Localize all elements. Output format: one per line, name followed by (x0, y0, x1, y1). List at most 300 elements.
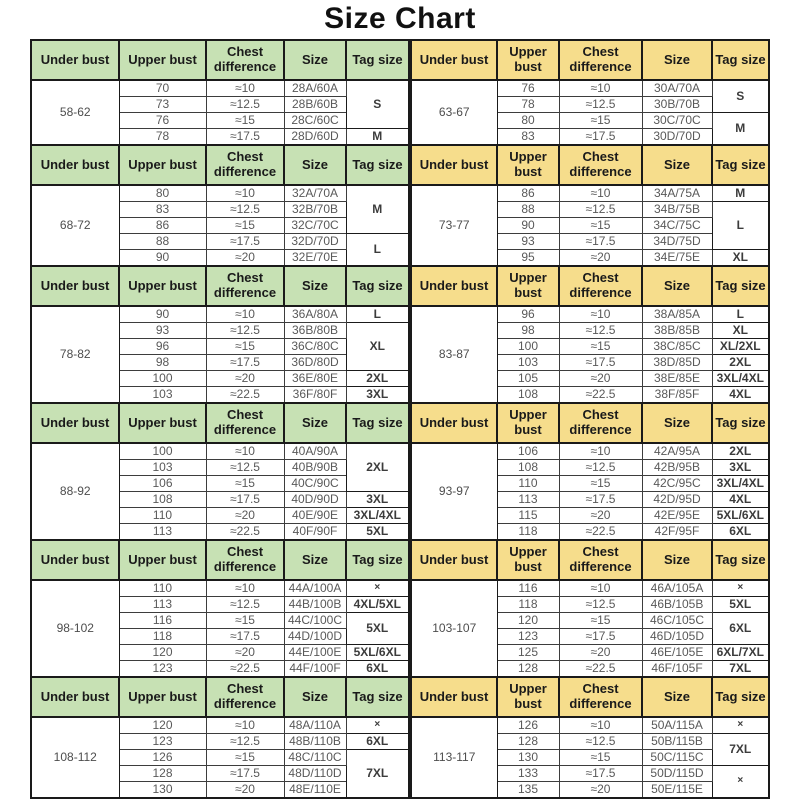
column-header-tag-size: Tag size (712, 677, 769, 717)
chest-difference-cell: ≈17.5 (206, 492, 284, 508)
chest-difference-cell: ≈15 (206, 476, 284, 492)
upper-bust-cell: 108 (119, 492, 206, 508)
section-header-row (31, 145, 409, 185)
size-cell: 36B/80B (284, 323, 346, 339)
size-cell: 42E/95E (642, 508, 712, 524)
chest-difference-cell: ≈17.5 (206, 629, 284, 645)
column-header-under-bust: Under bust (31, 40, 119, 80)
tag-size-cell: × (346, 580, 409, 597)
column-header-under-bust: Under bust (31, 540, 119, 580)
chest-difference-cell: ≈22.5 (206, 387, 284, 404)
under-bust-range-cell: 98-102 (31, 580, 119, 677)
size-cell: 40C/90C (284, 476, 346, 492)
tag-size-cell: 6XL (712, 524, 769, 541)
size-cell: 34A/75A (642, 185, 712, 202)
tag-size-cell: L (346, 234, 409, 267)
size-cell: 28A/60A (284, 80, 346, 97)
tag-size-cell: L (346, 306, 409, 323)
upper-bust-cell: 115 (497, 508, 559, 524)
size-cell: 36F/80F (284, 387, 346, 404)
size-cell: 40B/90B (284, 460, 346, 476)
size-cell: 46C/105C (642, 613, 712, 629)
chest-difference-cell: ≈12.5 (206, 460, 284, 476)
size-cell: 46D/105D (642, 629, 712, 645)
upper-bust-cell: 78 (497, 97, 559, 113)
chest-difference-cell: ≈10 (206, 717, 284, 734)
upper-bust-cell: 90 (497, 218, 559, 234)
tag-size-cell: XL (712, 323, 769, 339)
size-cell: 30B/70B (642, 97, 712, 113)
upper-bust-cell: 106 (497, 443, 559, 460)
upper-bust-cell: 103 (497, 355, 559, 371)
size-cell: 50D/115D (642, 766, 712, 782)
chest-difference-cell: ≈12.5 (559, 202, 642, 218)
section-header-row (411, 145, 769, 185)
chest-difference-cell: ≈15 (559, 113, 642, 129)
chest-difference-cell: ≈10 (559, 80, 642, 97)
column-header-upper-bust: Upper bust (497, 145, 559, 185)
column-header-upper-bust: Upper bust (119, 266, 206, 306)
under-bust-range-cell: 73-77 (411, 185, 497, 266)
column-header-under-bust: Under bust (31, 266, 119, 306)
chest-difference-cell: ≈12.5 (559, 734, 642, 750)
column-header-chest-difference: Chest difference (206, 403, 284, 443)
column-header-size: Size (642, 677, 712, 717)
tag-size-cell: × (712, 580, 769, 597)
upper-bust-cell: 93 (119, 323, 206, 339)
tag-size-cell: × (346, 717, 409, 734)
size-cell: 48D/110D (284, 766, 346, 782)
chest-difference-cell: ≈15 (559, 750, 642, 766)
table-row (31, 306, 409, 323)
tag-size-cell: 5XL (346, 524, 409, 541)
column-header-under-bust: Under bust (411, 403, 497, 443)
table-row (411, 580, 769, 597)
tag-size-cell: S (346, 80, 409, 129)
upper-bust-cell: 96 (119, 339, 206, 355)
upper-bust-cell: 78 (119, 129, 206, 146)
upper-bust-cell: 95 (497, 250, 559, 267)
size-cell: 50C/115C (642, 750, 712, 766)
upper-bust-cell: 90 (119, 250, 206, 267)
section-header-row (31, 540, 409, 580)
column-header-chest-difference: Chest difference (206, 145, 284, 185)
tag-size-cell: 2XL (346, 371, 409, 387)
chest-difference-cell: ≈20 (559, 250, 642, 267)
chest-difference-cell: ≈17.5 (559, 492, 642, 508)
upper-bust-cell: 105 (497, 371, 559, 387)
size-cell: 36A/80A (284, 306, 346, 323)
upper-bust-cell: 128 (497, 734, 559, 750)
size-cell: 40F/90F (284, 524, 346, 541)
size-cell: 50B/115B (642, 734, 712, 750)
upper-bust-cell: 123 (119, 734, 206, 750)
upper-bust-cell: 90 (119, 306, 206, 323)
chest-difference-cell: ≈10 (206, 443, 284, 460)
column-header-under-bust: Under bust (411, 40, 497, 80)
chest-difference-cell: ≈10 (559, 717, 642, 734)
upper-bust-cell: 135 (497, 782, 559, 799)
size-cell: 38B/85B (642, 323, 712, 339)
column-header-tag-size: Tag size (712, 40, 769, 80)
size-cell: 46A/105A (642, 580, 712, 597)
chest-difference-cell: ≈12.5 (559, 323, 642, 339)
tag-size-cell: 4XL/5XL (346, 597, 409, 613)
size-cell: 30D/70D (642, 129, 712, 146)
chest-difference-cell: ≈12.5 (206, 202, 284, 218)
column-header-size: Size (284, 145, 346, 185)
table-row (411, 717, 769, 734)
upper-bust-cell: 70 (119, 80, 206, 97)
size-chart-table (30, 39, 410, 799)
upper-bust-cell: 106 (119, 476, 206, 492)
chest-difference-cell: ≈10 (559, 443, 642, 460)
column-header-upper-bust: Upper bust (497, 40, 559, 80)
tag-size-cell: 4XL (712, 387, 769, 404)
chest-difference-cell: ≈15 (206, 613, 284, 629)
upper-bust-cell: 88 (497, 202, 559, 218)
size-cell: 48E/110E (284, 782, 346, 799)
upper-bust-cell: 126 (119, 750, 206, 766)
tag-size-cell: 3XL/4XL (712, 371, 769, 387)
under-bust-range-cell: 103-107 (411, 580, 497, 677)
tag-size-cell: 7XL (346, 750, 409, 799)
column-header-upper-bust: Upper bust (119, 540, 206, 580)
tag-size-cell: 2XL (346, 443, 409, 492)
tag-size-cell: 3XL/4XL (712, 476, 769, 492)
upper-bust-cell: 76 (497, 80, 559, 97)
tag-size-cell: 5XL/6XL (712, 508, 769, 524)
size-cell: 28C/60C (284, 113, 346, 129)
upper-bust-cell: 98 (119, 355, 206, 371)
tag-size-cell: M (346, 185, 409, 234)
tag-size-cell: 6XL (346, 734, 409, 750)
tag-size-cell: 2XL (712, 355, 769, 371)
table-row (31, 185, 409, 202)
size-cell: 42C/95C (642, 476, 712, 492)
upper-bust-cell: 128 (119, 766, 206, 782)
upper-bust-cell: 100 (497, 339, 559, 355)
column-header-tag-size: Tag size (346, 403, 409, 443)
tag-size-cell: 3XL (346, 387, 409, 404)
tag-size-cell: 3XL/4XL (346, 508, 409, 524)
size-cell: 48A/110A (284, 717, 346, 734)
upper-bust-cell: 96 (497, 306, 559, 323)
upper-bust-cell: 120 (119, 645, 206, 661)
chest-difference-cell: ≈10 (206, 185, 284, 202)
size-cell: 34E/75E (642, 250, 712, 267)
chest-difference-cell: ≈12.5 (559, 97, 642, 113)
upper-bust-cell: 86 (119, 218, 206, 234)
size-cell: 38D/85D (642, 355, 712, 371)
column-header-tag-size: Tag size (346, 677, 409, 717)
chest-difference-cell: ≈20 (206, 782, 284, 799)
under-bust-range-cell: 88-92 (31, 443, 119, 540)
upper-bust-cell: 118 (497, 524, 559, 541)
column-header-upper-bust: Upper bust (119, 40, 206, 80)
upper-bust-cell: 116 (119, 613, 206, 629)
size-cell: 32D/70D (284, 234, 346, 250)
table-row (411, 185, 769, 202)
chest-difference-cell: ≈17.5 (206, 766, 284, 782)
size-cell: 50A/115A (642, 717, 712, 734)
section-header-row (31, 40, 409, 80)
chest-difference-cell: ≈12.5 (559, 460, 642, 476)
column-header-upper-bust: Upper bust (497, 403, 559, 443)
chest-difference-cell: ≈12.5 (206, 323, 284, 339)
column-header-tag-size: Tag size (346, 145, 409, 185)
upper-bust-cell: 110 (497, 476, 559, 492)
upper-bust-cell: 110 (119, 580, 206, 597)
size-table-right (410, 39, 770, 799)
upper-bust-cell: 118 (119, 629, 206, 645)
page-title: Size Chart (324, 2, 476, 35)
chest-difference-cell: ≈17.5 (559, 234, 642, 250)
size-cell: 48C/110C (284, 750, 346, 766)
column-header-under-bust: Under bust (31, 145, 119, 185)
size-cell: 32E/70E (284, 250, 346, 267)
tag-size-cell: S (712, 80, 769, 113)
size-cell: 28B/60B (284, 97, 346, 113)
size-cell: 42A/95A (642, 443, 712, 460)
chest-difference-cell: ≈10 (559, 185, 642, 202)
upper-bust-cell: 98 (497, 323, 559, 339)
chest-difference-cell: ≈12.5 (206, 734, 284, 750)
chest-difference-cell: ≈20 (206, 250, 284, 267)
upper-bust-cell: 113 (497, 492, 559, 508)
section-header-row (411, 403, 769, 443)
column-header-size: Size (642, 40, 712, 80)
under-bust-range-cell: 113-117 (411, 717, 497, 798)
size-cell: 36C/80C (284, 339, 346, 355)
size-cell: 40E/90E (284, 508, 346, 524)
size-chart-table (410, 39, 770, 799)
chest-difference-cell: ≈15 (206, 339, 284, 355)
chest-difference-cell: ≈10 (559, 580, 642, 597)
section-header-row (31, 403, 409, 443)
column-header-size: Size (642, 403, 712, 443)
tag-size-cell: 5XL (346, 613, 409, 645)
under-bust-range-cell: 93-97 (411, 443, 497, 540)
upper-bust-cell: 80 (119, 185, 206, 202)
size-cell: 44A/100A (284, 580, 346, 597)
size-cell: 46F/105F (642, 661, 712, 678)
under-bust-range-cell: 63-67 (411, 80, 497, 145)
chest-difference-cell: ≈22.5 (559, 387, 642, 404)
upper-bust-cell: 113 (119, 597, 206, 613)
upper-bust-cell: 83 (497, 129, 559, 146)
column-header-under-bust: Under bust (411, 540, 497, 580)
tag-size-cell: 2XL (712, 443, 769, 460)
size-cell: 44B/100B (284, 597, 346, 613)
size-cell: 32A/70A (284, 185, 346, 202)
upper-bust-cell: 113 (119, 524, 206, 541)
upper-bust-cell: 93 (497, 234, 559, 250)
section-header-row (411, 266, 769, 306)
tag-size-cell: 5XL (712, 597, 769, 613)
column-header-tag-size: Tag size (712, 403, 769, 443)
column-header-chest-difference: Chest difference (206, 677, 284, 717)
chest-difference-cell: ≈15 (559, 218, 642, 234)
column-header-upper-bust: Upper bust (119, 677, 206, 717)
upper-bust-cell: 130 (119, 782, 206, 799)
column-header-chest-difference: Chest difference (559, 403, 642, 443)
size-cell: 48B/110B (284, 734, 346, 750)
column-header-chest-difference: Chest difference (559, 266, 642, 306)
chest-difference-cell: ≈15 (206, 218, 284, 234)
column-header-chest-difference: Chest difference (206, 540, 284, 580)
chest-difference-cell: ≈17.5 (206, 234, 284, 250)
column-header-size: Size (284, 403, 346, 443)
chest-difference-cell: ≈20 (206, 645, 284, 661)
upper-bust-cell: 83 (119, 202, 206, 218)
upper-bust-cell: 120 (119, 717, 206, 734)
column-header-under-bust: Under bust (411, 677, 497, 717)
chest-difference-cell: ≈22.5 (559, 524, 642, 541)
column-header-tag-size: Tag size (712, 266, 769, 306)
chest-difference-cell: ≈10 (206, 80, 284, 97)
chest-difference-cell: ≈15 (206, 113, 284, 129)
section-header-row (411, 40, 769, 80)
tag-size-cell: 5XL/6XL (346, 645, 409, 661)
tag-size-cell: XL (346, 323, 409, 371)
under-bust-range-cell: 108-112 (31, 717, 119, 798)
column-header-under-bust: Under bust (411, 266, 497, 306)
upper-bust-cell: 118 (497, 597, 559, 613)
upper-bust-cell: 116 (497, 580, 559, 597)
size-cell: 34D/75D (642, 234, 712, 250)
column-header-upper-bust: Upper bust (119, 403, 206, 443)
chest-difference-cell: ≈20 (206, 371, 284, 387)
column-header-size: Size (642, 266, 712, 306)
upper-bust-cell: 120 (497, 613, 559, 629)
chest-difference-cell: ≈17.5 (206, 355, 284, 371)
section-header-row (31, 677, 409, 717)
size-cell: 32B/70B (284, 202, 346, 218)
column-header-chest-difference: Chest difference (206, 40, 284, 80)
column-header-chest-difference: Chest difference (559, 145, 642, 185)
column-header-size: Size (642, 540, 712, 580)
tag-size-cell: XL (712, 250, 769, 267)
chest-difference-cell: ≈15 (559, 476, 642, 492)
upper-bust-cell: 128 (497, 661, 559, 678)
section-header-row (411, 540, 769, 580)
tag-size-cell: M (712, 185, 769, 202)
column-header-size: Size (284, 40, 346, 80)
table-row (31, 443, 409, 460)
column-header-tag-size: Tag size (712, 145, 769, 185)
upper-bust-cell: 100 (119, 371, 206, 387)
tag-size-cell: M (712, 113, 769, 146)
chest-difference-cell: ≈17.5 (559, 355, 642, 371)
column-header-size: Size (642, 145, 712, 185)
column-header-upper-bust: Upper bust (497, 677, 559, 717)
upper-bust-cell: 88 (119, 234, 206, 250)
size-cell: 34C/75C (642, 218, 712, 234)
upper-bust-cell: 133 (497, 766, 559, 782)
table-row (411, 80, 769, 97)
size-cell: 38E/85E (642, 371, 712, 387)
chest-difference-cell: ≈22.5 (206, 661, 284, 678)
size-cell: 42B/95B (642, 460, 712, 476)
chest-difference-cell: ≈17.5 (206, 129, 284, 146)
column-header-size: Size (284, 266, 346, 306)
upper-bust-cell: 76 (119, 113, 206, 129)
chest-difference-cell: ≈10 (206, 306, 284, 323)
upper-bust-cell: 100 (119, 443, 206, 460)
column-header-chest-difference: Chest difference (559, 40, 642, 80)
tag-size-cell: 7XL (712, 661, 769, 678)
column-header-upper-bust: Upper bust (497, 266, 559, 306)
upper-bust-cell: 86 (497, 185, 559, 202)
size-cell: 42F/95F (642, 524, 712, 541)
tag-size-cell: XL/2XL (712, 339, 769, 355)
size-cell: 36D/80D (284, 355, 346, 371)
column-header-tag-size: Tag size (712, 540, 769, 580)
size-cell: 46B/105B (642, 597, 712, 613)
upper-bust-cell: 103 (119, 387, 206, 404)
size-cell: 36E/80E (284, 371, 346, 387)
size-cell: 30A/70A (642, 80, 712, 97)
chest-difference-cell: ≈20 (559, 782, 642, 799)
upper-bust-cell: 103 (119, 460, 206, 476)
size-cell: 32C/70C (284, 218, 346, 234)
chest-difference-cell: ≈17.5 (559, 129, 642, 146)
chest-difference-cell: ≈20 (206, 508, 284, 524)
column-header-tag-size: Tag size (346, 40, 409, 80)
tag-size-cell: 6XL (712, 613, 769, 645)
chest-difference-cell: ≈12.5 (206, 597, 284, 613)
upper-bust-cell: 80 (497, 113, 559, 129)
under-bust-range-cell: 83-87 (411, 306, 497, 403)
tag-size-cell: L (712, 306, 769, 323)
chest-difference-cell: ≈22.5 (559, 661, 642, 678)
tag-size-cell: 6XL (346, 661, 409, 678)
column-header-size: Size (284, 540, 346, 580)
section-header-row (411, 677, 769, 717)
tag-size-cell: 6XL/7XL (712, 645, 769, 661)
chest-difference-cell: ≈12.5 (206, 97, 284, 113)
size-cell: 44C/100C (284, 613, 346, 629)
upper-bust-cell: 126 (497, 717, 559, 734)
size-cell: 40A/90A (284, 443, 346, 460)
size-cell: 42D/95D (642, 492, 712, 508)
section-header-row (31, 266, 409, 306)
size-cell: 28D/60D (284, 129, 346, 146)
column-header-size: Size (284, 677, 346, 717)
table-row (411, 306, 769, 323)
table-row (411, 443, 769, 460)
upper-bust-cell: 108 (497, 387, 559, 404)
upper-bust-cell: 108 (497, 460, 559, 476)
column-header-tag-size: Tag size (346, 540, 409, 580)
chest-difference-cell: ≈20 (559, 371, 642, 387)
chest-difference-cell: ≈22.5 (206, 524, 284, 541)
chest-difference-cell: ≈15 (559, 339, 642, 355)
chest-difference-cell: ≈12.5 (559, 597, 642, 613)
column-header-tag-size: Tag size (346, 266, 409, 306)
upper-bust-cell: 110 (119, 508, 206, 524)
under-bust-range-cell: 58-62 (31, 80, 119, 145)
tag-size-cell: L (712, 202, 769, 250)
tag-size-cell: × (712, 766, 769, 799)
chest-difference-cell: ≈20 (559, 508, 642, 524)
column-header-chest-difference: Chest difference (559, 540, 642, 580)
size-chart (30, 39, 800, 799)
size-cell: 34B/75B (642, 202, 712, 218)
table-row (31, 80, 409, 97)
tag-size-cell: 3XL (346, 492, 409, 508)
